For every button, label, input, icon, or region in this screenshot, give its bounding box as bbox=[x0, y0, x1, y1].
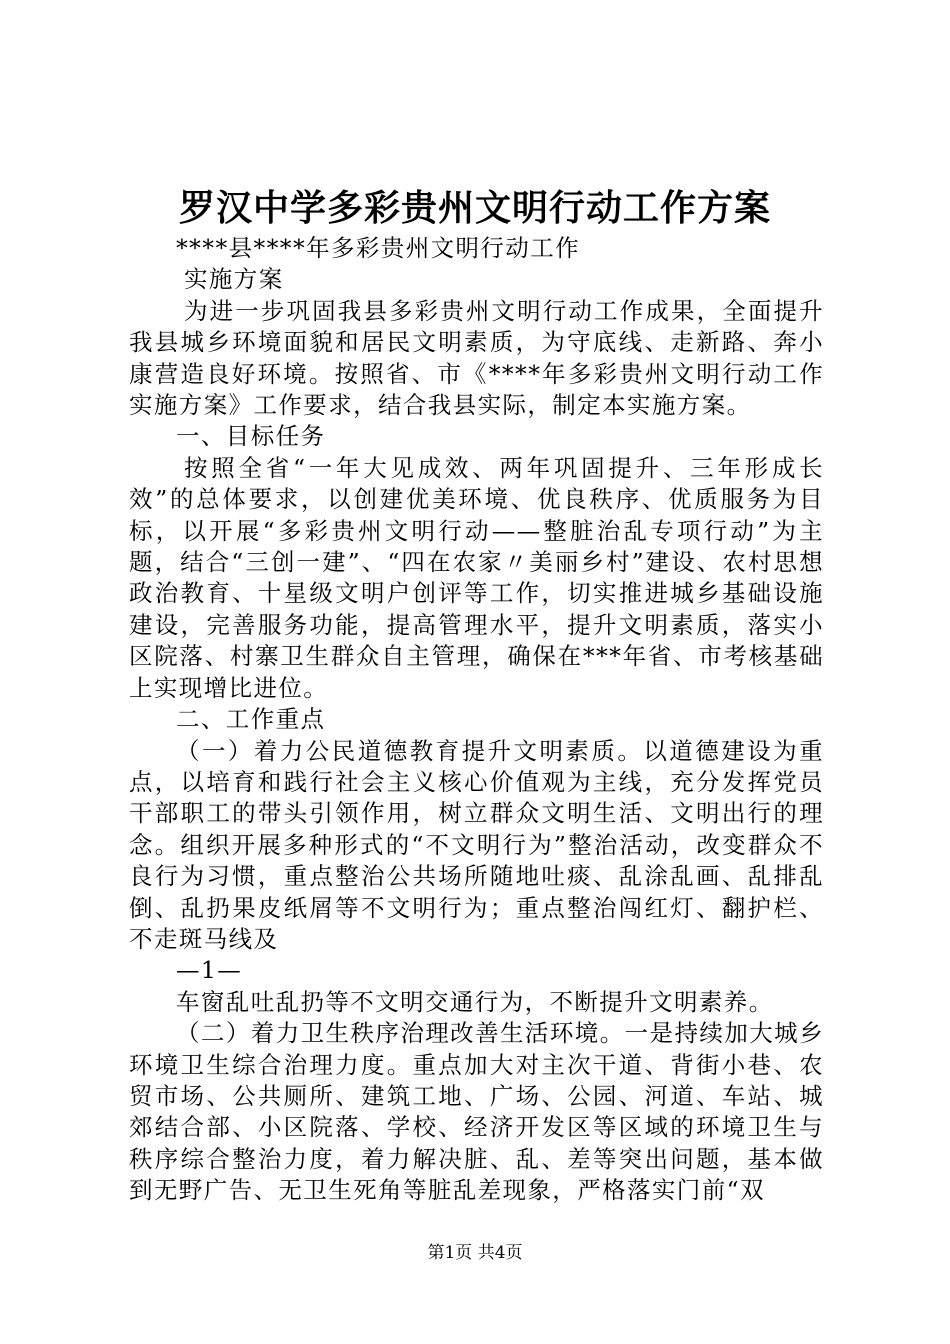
document-title: 罗汉中学多彩贵州文明行动工作方案 bbox=[178, 187, 771, 229]
goals-paragraph: 按照全省“一年大见成效、两年巩固提升、三年形成长效”的总体要求，以创建优美环境、优良秩序、优质服务为目标，以开展“多彩贵州文明行动——整脏治乱专项行动”为主题，结合“三创一建”、“四在农家〃美丽乡村”建设、农村思想政治教育、十星级文明户创评等工作，切实推进城乡基础设施建设，完善服务功能，提高管理水平，提升文明素质，落实小区院落、村寨卫生群众自主管理，确保在***年省、市考核基础上实现增比进位。 bbox=[129, 453, 824, 702]
page-footer: 第1页 共4页 bbox=[427, 1243, 523, 1263]
subtitle-line-1: ****县****年多彩贵州文明行动工作 bbox=[176, 234, 580, 262]
section-heading-goals: 一、目标任务 bbox=[176, 422, 326, 451]
section-heading-focus: 二、工作重点 bbox=[176, 705, 326, 734]
inline-page-marker: —1— bbox=[176, 956, 243, 985]
focus-item-2-paragraph: （二）着力卫生秩序治理改善生活环境。一是持续加大城乡环境卫生综合治理力度。重点加大对主次干道、背街小巷、农贸市场、公共厕所、建筑工地、广场、公园、河道、车站、城郊结合部、小区院落、学校、经济开发区等区域的环境卫生与秩序综合整治力度，着力解决脏、乱、差等突出问题，基本做到无野广告、无卫生死角等脏乱差现象，严格落实门前“双 bbox=[129, 1019, 824, 1205]
continuation-paragraph: 车窗乱吐乱扔等不文明交通行为，不断提升文明素养。 bbox=[176, 987, 774, 1016]
subtitle-line-2: 实施方案 bbox=[184, 265, 284, 294]
intro-paragraph: 为进一步巩固我县多彩贵州文明行动工作成果，全面提升我县城乡环境面貌和居民文明素质，为守底线、走新路、奔小康营造良好环境。按照省、市《****年多彩贵州文明行动工作实施方案》工作要求，结合我县实际，制定本实施方案。 bbox=[129, 296, 824, 420]
focus-item-1-paragraph: （一）着力公民道德教育提升文明素质。以道德建设为重点，以培育和践行社会主义核心价值观为主线，充分发挥党员干部职工的带头引领作用，树立群众文明生活、文明出行的理念。组织开展多种形式的“不文明行为”整治活动，改变群众不良行为习惯，重点整治公共场所随地吐痰、乱涂乱画、乱排乱倒、乱扔果皮纸屑等不文明行为；重点整治闯红灯、翻护栏、不走斑马线及 bbox=[129, 736, 824, 953]
document-body bbox=[129, 233, 824, 1207]
